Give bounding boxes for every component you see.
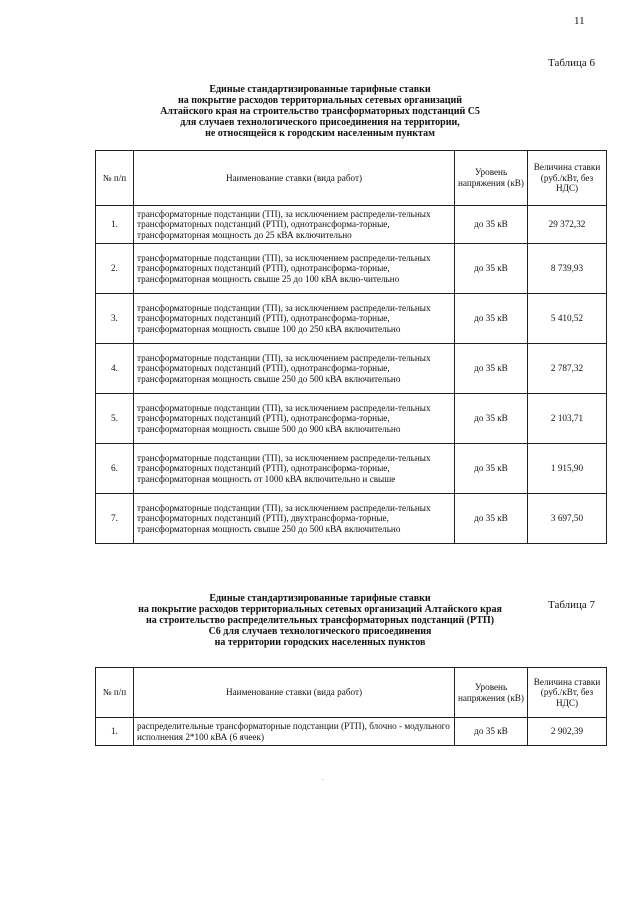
row-value: 5 410,52 — [528, 294, 607, 344]
row-value: 1 915,90 — [528, 444, 607, 494]
table-6-header-row — [96, 151, 607, 206]
row-name: распределительные трансформаторные подстанции (РТП), блочно - модульного исполнения 2*100 кВА (6 ячеек) — [134, 718, 455, 746]
row-value: 8 739,93 — [528, 244, 607, 294]
table-row — [96, 494, 607, 544]
table-7-header-row — [96, 668, 607, 718]
table-6-heading-line: на покрытие расходов территориальных сетевых организаций — [177, 95, 463, 106]
table-row — [96, 344, 607, 394]
row-voltage: до 35 кВ — [455, 444, 528, 494]
row-voltage: до 35 кВ — [455, 294, 528, 344]
table-6-heading-line: Алтайского края на строительство трансформаторных подстанций С5 — [160, 106, 480, 117]
row-num: 1. — [96, 206, 134, 244]
col-header-voltage: Уровень напряжения (кВ) — [455, 668, 528, 718]
row-num: 3. — [96, 294, 134, 344]
row-name: трансформаторные подстанции (ТП), за исключением распредели-тельных трансформаторных подстанций (РТП), однотрансформа-торные, трансформаторная мощность от 1000 кВА включительно и свыше — [134, 444, 455, 494]
row-name: трансформаторные подстанции (ТП), за исключением распредели-тельных трансформаторных подстанций (РТП), однотрансформа-торные, трансформаторная мощность до 25 кВА включительно — [134, 206, 455, 244]
row-voltage: до 35 кВ — [455, 394, 528, 444]
row-num: 2. — [96, 244, 134, 294]
col-header-voltage: Уровень напряжения (кВ) — [455, 151, 528, 206]
row-value: 2 103,71 — [528, 394, 607, 444]
scan-speck — [322, 779, 324, 780]
row-voltage: до 35 кВ — [455, 206, 528, 244]
table-row — [96, 244, 607, 294]
table-row — [96, 206, 607, 244]
row-name: трансформаторные подстанции (ТП), за исключением распредели-тельных трансформаторных подстанций (РТП), однотрансформа-торные, трансформаторная мощность свыше 25 до 100 кВА вклю-чительно — [134, 244, 455, 294]
table-6-heading-line: Единые стандартизированные тарифные ставки — [209, 84, 431, 95]
table-6-heading-line: для случаев технологического присоединения на территории, — [180, 117, 460, 128]
row-num: 4. — [96, 344, 134, 394]
row-name: трансформаторные подстанции (ТП), за исключением распредели-тельных трансформаторных подстанций (РТП), однотрансформа-торные, трансформаторная мощность свыше 100 до 250 кВА включительно — [134, 294, 455, 344]
row-value: 3 697,50 — [528, 494, 607, 544]
row-voltage: до 35 кВ — [455, 244, 528, 294]
table-6-label: Таблица 6 — [548, 57, 596, 69]
col-header-name: Наименование ставки (вида работ) — [134, 151, 455, 206]
table-7-heading-line: на покрытие расходов территориальных сетевых организаций Алтайского края — [138, 604, 502, 615]
table-7-heading — [120, 593, 520, 648]
table-row — [96, 394, 607, 444]
col-header-num: № п/п — [96, 668, 134, 718]
table-row — [96, 294, 607, 344]
row-voltage: до 35 кВ — [455, 494, 528, 544]
page-number: 11 — [574, 15, 585, 27]
table-6-heading-line: не относящейся к городским населенным пунктам — [205, 128, 435, 139]
row-num: 7. — [96, 494, 134, 544]
col-header-name: Наименование ставки (вида работ) — [134, 668, 455, 718]
row-name: трансформаторные подстанции (ТП), за исключением распредели-тельных трансформаторных подстанций (РТП), двухтрансформа-торные, трансформаторная мощность свыше 250 до 500 кВА включительно — [134, 494, 455, 544]
col-header-value: Величина ставки (руб./кВт, без НДС) — [528, 151, 607, 206]
row-value: 2 902,39 — [528, 718, 607, 746]
table-7-heading-line: на строительство распределительных трансформаторных подстанций (РТП) — [145, 615, 495, 626]
table-row — [96, 444, 607, 494]
row-name: трансформаторные подстанции (ТП), за исключением распредели-тельных трансформаторных подстанций (РТП), однотрансформа-торные, трансформаторная мощность свыше 500 до 900 кВА включительно — [134, 394, 455, 444]
table-6 — [95, 150, 607, 544]
row-value: 29 372,32 — [528, 206, 607, 244]
table-6-heading — [100, 84, 540, 139]
row-name: трансформаторные подстанции (ТП), за исключением распредели-тельных трансформаторных подстанций (РТП), однотрансформа-торные, трансформаторная мощность свыше 250 до 500 кВА включительно — [134, 344, 455, 394]
row-value: 2 787,32 — [528, 344, 607, 394]
row-voltage: до 35 кВ — [455, 344, 528, 394]
table-7-heading-line: Единые стандартизированные тарифные ставки — [209, 593, 431, 604]
col-header-num: № п/п — [96, 151, 134, 206]
table-7-heading-line: на территории городских населенных пунктов — [214, 637, 426, 648]
row-num: 1. — [96, 718, 134, 746]
table-7-label: Таблица 7 — [548, 599, 596, 611]
table-7-heading-line: С6 для случаев технологического присоединения — [208, 626, 432, 637]
row-num: 5. — [96, 394, 134, 444]
row-num: 6. — [96, 444, 134, 494]
table-row — [96, 718, 607, 746]
table-7 — [95, 667, 607, 746]
col-header-value: Величина ставки (руб./кВт, без НДС) — [528, 668, 607, 718]
row-voltage: до 35 кВ — [455, 718, 528, 746]
